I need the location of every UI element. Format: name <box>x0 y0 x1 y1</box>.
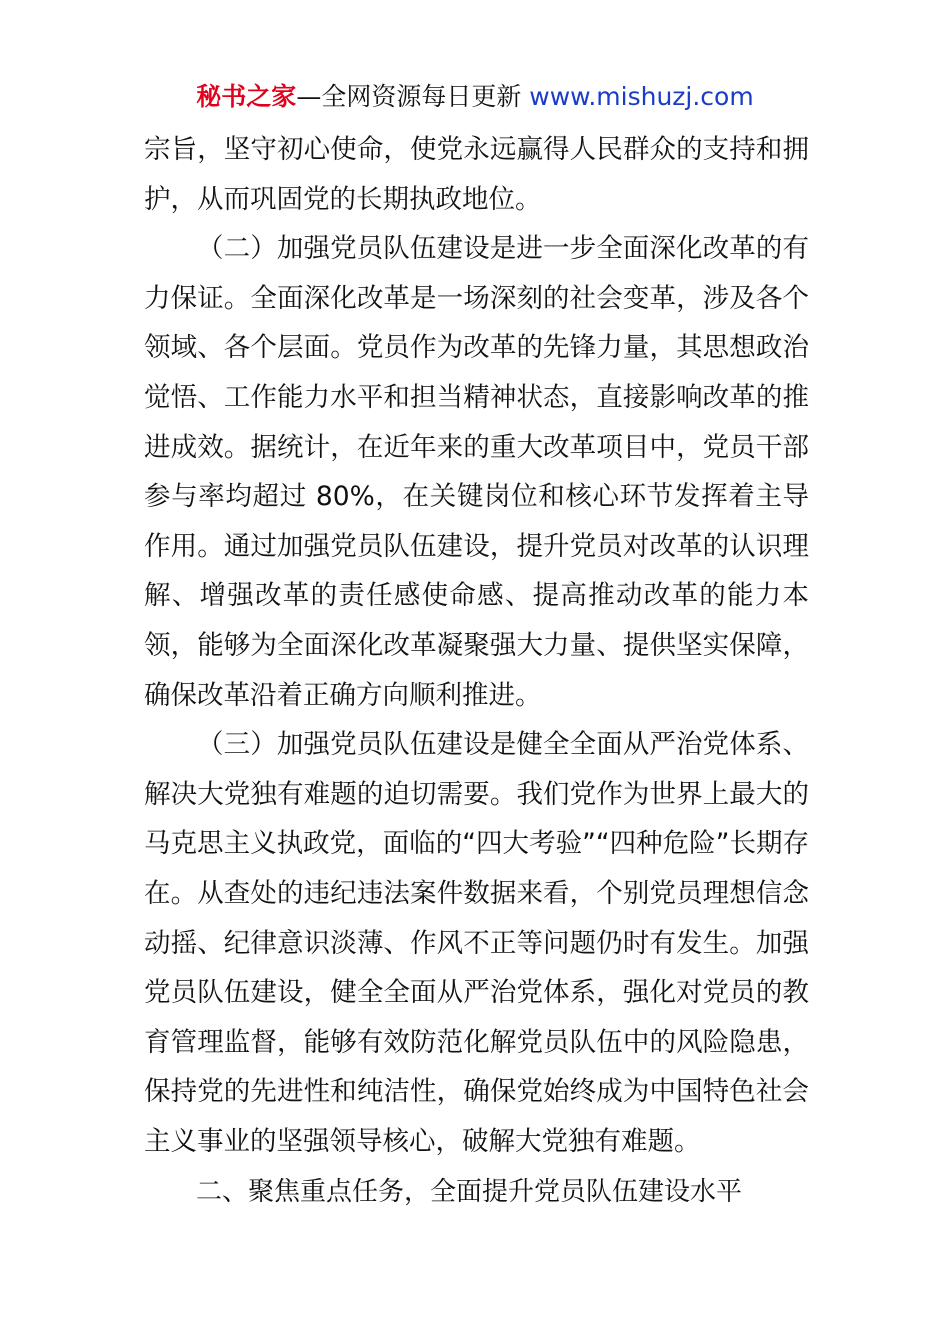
paragraph-continuation: 宗旨，坚守初心使命，使党永远赢得人民群众的支持和拥护，从而巩固党的长期执政地位。 <box>144 134 809 215</box>
header-tagline: —全网资源每日更新 <box>296 82 522 111</box>
paragraph-section-2: （二）加强党员队伍建设是进一步全面深化改革的有力保证。全面深化改革是一场深刻的社会变革，涉及各个领域、各个层面。党员作为改革的先锋力量，其思想政治觉悟、工作能力水平和担当精神状态，直接影响改革的推进成效。据统计，在近年来的重大改革项目中，党员干部参与率均超过 80%，在关键岗位和核心环节发挥着主导作用。通过加强党员队伍建设，提升党员对改革的认识理解、增强改革的责任感使命感、提高推动改革的能力本领，能够为全面深化改革凝聚强大力量、提供坚实保障，确保改革沿着正确方向顺利推进。 <box>144 233 809 711</box>
brand-name: 秘书之家 <box>196 82 297 111</box>
section-heading: 二、聚焦重点任务，全面提升党员队伍建设水平 <box>196 1177 743 1207</box>
site-url-link[interactable]: www.mishuzj.com <box>529 82 754 111</box>
page-header <box>0 80 950 114</box>
document-body <box>144 125 809 1166</box>
paragraph-section-3: （三）加强党员队伍建设是健全全面从严治党体系、解决大党独有难题的迫切需要。我们党作为世界上最大的马克思主义执政党，面临的“四大考验”“四种危险”长期存在。从查处的违纪违法案件数据来看，个别党员理想信念动摇、纪律意识淡薄、作风不正等问题仍时有发生。加强党员队伍建设，健全全面从严治党体系，强化对党员的教育管理监督，能够有效防范化解党员队伍中的风险隐患，保持党的先进性和纯洁性，确保党始终成为中国特色社会主义事业的坚强领导核心，破解大党独有难题。 <box>144 729 809 1157</box>
